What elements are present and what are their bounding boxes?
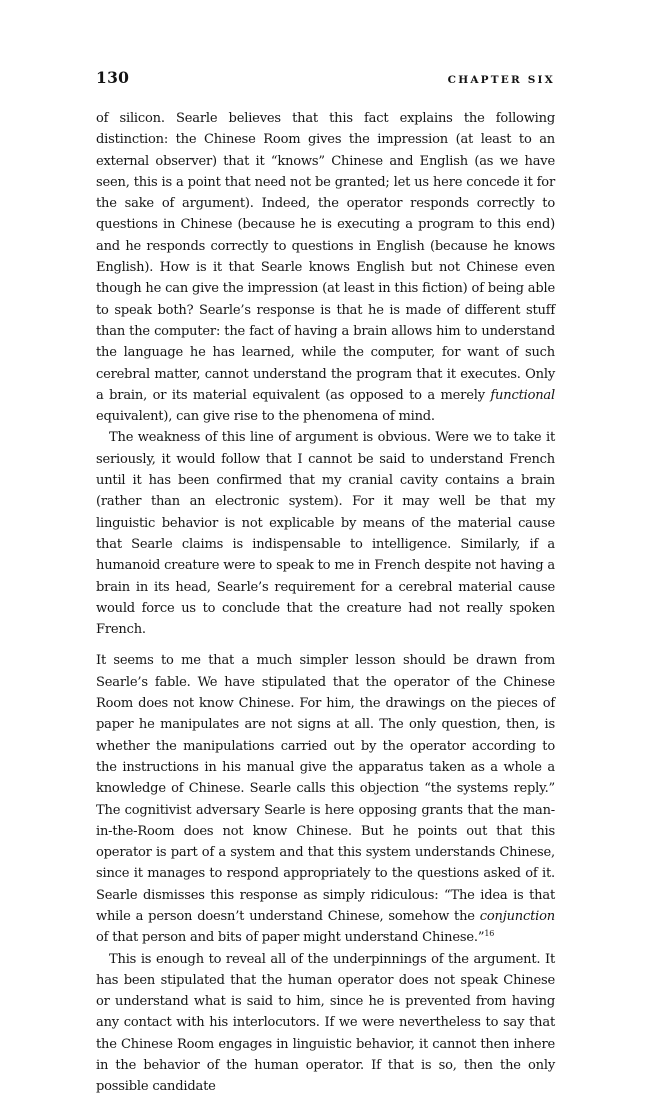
paragraph-text: of silicon. Searle believes that this fact explains the following distinction: the Chinese Room gives the impression (at least to an external observer) that it “knows” Chinese and English (as we have seen, this is a point that need not be granted; let us here concede it for the sake of argument). Indeed, the operator responds correctly to questions in Chinese (because he is executing a program to this end) and he responds correctly to questions in English (because he knows English). How is it that Searle knows English but not Chinese even though he can give the impression (at least in this fiction) of being able to speak both? Searle’s response is that he is made of different stuff than the computer: the fact of having a brain allows him to understand the language he has learned, while the computer, for want of such cerebral matter, cannot understand the program that it executes. Only a brain, or its material equivalent (as opposed to a merely: [96, 111, 555, 403]
emphasis-text: functional: [490, 387, 555, 403]
paragraph: The weakness of this line of argument is obvious. Were we to take it seriously, it would follow that I cannot be said to understand French until it has been confirmed that my cranial cavity contains a brain (rather than an electronic system). For it may well be that my linguistic behavior is not explicable by means of the material cause that Searle claims is indispensable to intelligence. Similarly, if a humanoid creature were to speak to me in French despite not having a brain in its head, Searle’s requirement for a cerebral material cause would force us to conclude that the creature had not really spoken French.: [96, 430, 555, 638]
paragraph: [96, 108, 555, 427]
emphasis-text: conjunction: [479, 908, 555, 924]
book-page: [96, 68, 555, 1098]
page-number: 130: [96, 68, 130, 87]
body-text: [96, 108, 555, 1098]
paragraph-text: of that person and bits of paper might understand Chinese.”: [96, 930, 485, 946]
chapter-label: CHAPTER SIX: [447, 74, 555, 86]
paragraph-text: equivalent), can give rise to the phenomena of mind.: [96, 409, 435, 425]
paragraph: [96, 650, 555, 948]
paragraph-text: It seems to me that a much simpler lesson should be drawn from Searle’s fable. We have stipulated that the operator of the Chinese Room does not know Chinese. For him, the drawings on the pieces of paper he manipulates are not signs at all. The only question, then, is whether the manipulations carried out by the operator according to the instructions in his manual give the apparatus taken as a whole a knowledge of Chinese. Searle calls this objection “the systems reply.” The cognitivist adversary Searle is here opposing grants that the man-in-the-Room does not know Chinese. But he points out that this operator is part of a system and that this system understands Chinese, since it manages to respond appropriately to the questions asked of it. Searle dismisses this response as simply ridiculous: “The idea is that while a person doesn’t understand Chinese, somehow the: [96, 653, 555, 924]
paragraph: This is enough to reveal all of the underpinnings of the argument. It has been stipulated that the human operator does not speak Chinese or understand what is said to him, since he is prevented from having any contact with his interlocutors. If we were nevertheless to say that the Chinese Room engages in linguistic behavior, it cannot then inhere in the behavior of the human operator. If that is so, then the only possible candidate: [96, 951, 555, 1095]
footnote-marker: 16: [484, 929, 495, 939]
running-head: [96, 68, 555, 98]
